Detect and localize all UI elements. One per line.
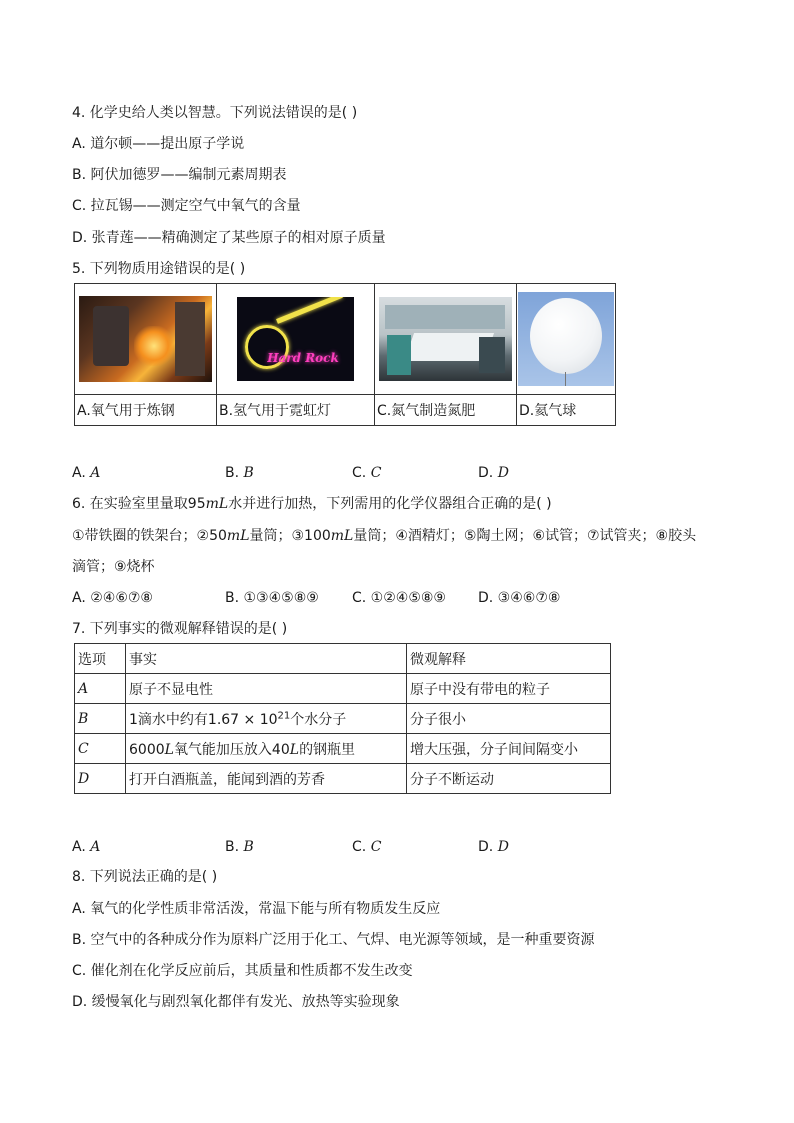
q5-caption-d: D.氦气球 (517, 395, 616, 426)
row-explain: 分子很小 (407, 704, 611, 734)
q6-option-d: D. ③④⑥⑦⑧ (478, 590, 561, 606)
q4-option-b: B. 阿伏加德罗——编制元素周期表 (72, 167, 287, 183)
q7-answer-b: B. B (225, 839, 254, 855)
table-row (75, 764, 611, 794)
q8-option-a: A. 氧气的化学性质非常活泼，常温下能与所有物质发生反应 (72, 901, 441, 917)
table-row (75, 734, 611, 764)
q6-option-c: C. ①②④⑤⑧⑨ (352, 590, 446, 606)
row-fact: 打开白酒瓶盖，能闻到酒的芳香 (126, 764, 407, 794)
header-fact: 事实 (126, 644, 407, 674)
q4-stem: 4. 化学史给人类以智慧。下列说法错误的是( ) (72, 105, 358, 121)
q6-items-line2: 滴管；⑨烧杯 (72, 559, 155, 575)
row-explain: 原子中没有带电的粒子 (407, 674, 611, 704)
row-option: D (75, 764, 126, 794)
header-explain: 微观解释 (407, 644, 611, 674)
q7-fact-table (74, 643, 611, 794)
q5-stem: 5. 下列物质用途错误的是( ) (72, 261, 246, 277)
row-fact: 6000L氧气能加压放入40L的钢瓶里 (126, 734, 407, 764)
q5-answer-a: A. A (72, 465, 101, 481)
q5-caption-c: C.氮气制造氮肥 (375, 395, 517, 426)
q5-answer-c: C. C (352, 465, 382, 481)
q6-option-b: B. ①③④⑤⑧⑨ (225, 590, 319, 606)
q7-stem: 7. 下列事实的微观解释错误的是( ) (72, 621, 288, 637)
row-explain: 分子不断运动 (407, 764, 611, 794)
q8-stem: 8. 下列说法正确的是( ) (72, 869, 218, 885)
header-option: 选项 (75, 644, 126, 674)
q4-option-c: C. 拉瓦锡——测定空气中氧气的含量 (72, 198, 301, 214)
q5-image-table (74, 283, 616, 426)
table-row (75, 674, 611, 704)
q7-answer-c: C. C (352, 839, 382, 855)
table-row (75, 704, 611, 734)
neon-guitar-sign-photo (237, 297, 354, 381)
q8-option-c: C. 催化剂在化学反应前后，其质量和性质都不发生改变 (72, 963, 413, 979)
q6-stem: 6. 在实验室里量取95mL水并进行加热，下列需用的化学仪器组合正确的是( ) (72, 496, 552, 512)
q5-caption-b: B.氢气用于霓虹灯 (217, 395, 375, 426)
q6-items-line1: ①带铁圈的铁架台；②50mL量筒；③100mL量筒；④酒精灯；⑤陶土网；⑥试管；⑦试管夹；⑧胶头 (72, 528, 697, 544)
q8-option-b: B. 空气中的各种成分作为原料广泛用于化工、气焊、电光源等领域，是一种重要资源 (72, 932, 595, 948)
q7-answer-a: A. A (72, 839, 101, 855)
white-balloon-photo (518, 292, 614, 386)
row-explain: 增大压强，分子间间隔变小 (407, 734, 611, 764)
row-option: B (75, 704, 126, 734)
steel-furnace-photo (79, 296, 212, 382)
q5-answer-b: B. B (225, 465, 254, 481)
q5-caption-a: A.氧气用于炼钢 (75, 395, 217, 426)
row-fact: 1滴水中约有$1.67 \times 10^{21}$个水分子 (126, 704, 407, 734)
q6-option-a: A. ②④⑥⑦⑧ (72, 590, 153, 606)
neon-sign-text: Hard Rock (267, 351, 339, 365)
row-option: C (75, 734, 126, 764)
q5-answer-d: D. D (478, 465, 509, 481)
q4-option-a: A. 道尔顿——提出原子学说 (72, 136, 245, 152)
q7-answer-d: D. D (478, 839, 509, 855)
row-option: A (75, 674, 126, 704)
q4-option-d: D. 张青莲——精确测定了某些原子的相对原子质量 (72, 230, 386, 246)
q8-option-d: D. 缓慢氧化与剧烈氧化都伴有发光、放热等实验现象 (72, 994, 400, 1010)
table-header-row (75, 644, 611, 674)
row-fact: 原子不显电性 (126, 674, 407, 704)
factory-machinery-photo (379, 297, 512, 381)
